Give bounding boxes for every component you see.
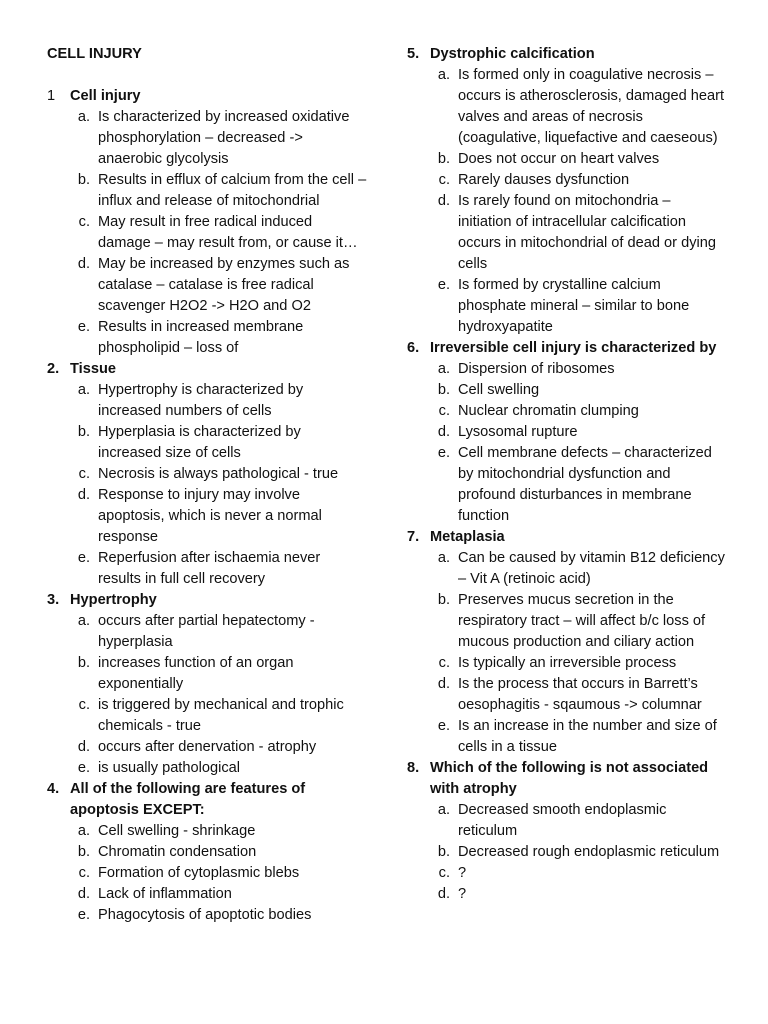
option-text: Is an increase in the number and size of cells in a tissue: [458, 718, 717, 755]
answer-option: [47, 863, 367, 884]
option-letter: a.: [437, 550, 450, 566]
answer-option: [407, 359, 727, 380]
option-text: Lysosomal rupture: [458, 424, 578, 440]
option-text: May be increased by enzymes such as catalase – catalase is free radical scavenger H2O2 -> H2O and O2: [98, 256, 350, 314]
question-block: [407, 44, 727, 338]
option-text: Response to injury may involve apoptosis, which is never a normal response: [98, 487, 322, 545]
option-text: Preserves mucus secretion in the respiratory tract – will affect b/c loss of mucous production and ciliary action: [458, 592, 706, 650]
answer-option: [47, 758, 367, 779]
answer-option: [47, 737, 367, 758]
option-letter: e.: [437, 718, 450, 734]
option-text: Lack of inflammation: [98, 886, 232, 902]
question-number: 5.: [407, 46, 420, 62]
question-block: [47, 359, 367, 590]
option-letter: b.: [437, 382, 450, 398]
option-letter: c.: [78, 697, 90, 713]
answer-option: [47, 485, 367, 548]
option-letter: b.: [437, 151, 450, 167]
option-text: Hyperplasia is characterized by increased size of cells: [98, 424, 301, 461]
answer-option: [407, 674, 727, 716]
option-text: Cell swelling - shrinkage: [98, 823, 256, 839]
answer-option: [47, 422, 367, 464]
option-text: Reperfusion after ischaemia never results in full cell recovery: [98, 550, 321, 587]
option-letter: c.: [78, 865, 90, 881]
question-block: [47, 590, 367, 779]
question-text: Which of the following is not associated with atrophy: [430, 760, 709, 797]
option-text: Necrosis is always pathological - true: [98, 466, 339, 482]
answer-option: [407, 548, 727, 590]
question-heading: [407, 758, 727, 800]
option-letter: b.: [77, 172, 90, 188]
option-letter: c.: [438, 172, 450, 188]
option-letter: a.: [437, 802, 450, 818]
option-text: Phagocytosis of apoptotic bodies: [98, 907, 312, 923]
question-text: Tissue: [70, 361, 116, 377]
option-text: Is characterized by increased oxidative phosphorylation – decreased -> anaerobic glycolysis: [98, 109, 350, 167]
question-heading: [407, 527, 727, 548]
option-letter: d.: [77, 256, 90, 272]
option-text: occurs after partial hepatectomy - hyperplasia: [98, 613, 315, 650]
option-text: Nuclear chromatin clumping: [458, 403, 639, 419]
answer-option: [47, 611, 367, 653]
option-letter: a.: [437, 67, 450, 83]
answer-option: [407, 422, 727, 443]
answer-option: [47, 884, 367, 905]
question-block: [47, 779, 367, 926]
answer-option: [407, 149, 727, 170]
option-text: Is formed only in coagulative necrosis – occurs is atherosclerosis, damaged heart valves and areas of necrosis (coagulative, liquefactive and caeseous): [458, 67, 725, 146]
question-text: Hypertrophy: [70, 592, 157, 608]
option-text: Rarely dauses dysfunction: [458, 172, 630, 188]
answer-option: [407, 842, 727, 863]
option-text: Formation of cytoplasmic blebs: [98, 865, 300, 881]
answer-option: [47, 212, 367, 254]
question-text: Cell injury: [70, 88, 141, 104]
question-number: 6.: [407, 340, 420, 356]
option-letter: d.: [77, 886, 90, 902]
left-column: [47, 44, 367, 926]
option-letter: e.: [77, 319, 90, 335]
option-text: May result in free radical induced damage – may result from, or cause it…: [98, 214, 358, 251]
answer-option: [407, 65, 727, 149]
answer-option: [407, 191, 727, 275]
question-number: 4.: [47, 781, 60, 797]
answer-option: [47, 464, 367, 485]
answer-option: [407, 653, 727, 674]
question-heading: [407, 338, 727, 359]
question-block: [407, 527, 727, 758]
answer-option: [407, 170, 727, 191]
answer-option: [407, 800, 727, 842]
question-text: Dystrophic calcification: [430, 46, 595, 62]
option-letter: a.: [77, 613, 90, 629]
option-letter: c.: [438, 403, 450, 419]
option-letter: d.: [437, 424, 450, 440]
option-letter: e.: [77, 550, 90, 566]
right-column: [407, 44, 727, 905]
option-letter: e.: [77, 907, 90, 923]
answer-option: [47, 905, 367, 926]
option-text: Is typically an irreversible process: [458, 655, 677, 671]
answer-option: [47, 842, 367, 863]
question-number: 8.: [407, 760, 420, 776]
option-letter: c.: [78, 214, 90, 230]
option-text: Results in efflux of calcium from the cell – influx and release of mitochondrial: [98, 172, 367, 209]
option-text: Is formed by crystalline calcium phosphate mineral – similar to bone hydroxyapatite: [458, 277, 690, 335]
answer-option: [47, 821, 367, 842]
question-block: [47, 86, 367, 359]
answer-option: [407, 863, 727, 884]
question-heading: [407, 44, 727, 65]
option-letter: d.: [77, 487, 90, 503]
answer-option: [47, 254, 367, 317]
option-text: occurs after denervation - atrophy: [98, 739, 317, 755]
option-letter: a.: [77, 109, 90, 125]
option-text: Hypertrophy is characterized by increased numbers of cells: [98, 382, 304, 419]
question-text: Irreversible cell injury is characterized by: [430, 340, 717, 356]
answer-option: [47, 548, 367, 590]
answer-option: [407, 884, 727, 905]
answer-option: [47, 380, 367, 422]
question-number: 2.: [47, 361, 60, 377]
option-letter: b.: [437, 592, 450, 608]
option-letter: c.: [438, 655, 450, 671]
answer-option: [47, 653, 367, 695]
option-text: Does not occur on heart valves: [458, 151, 660, 167]
option-text: Decreased rough endoplasmic reticulum: [458, 844, 720, 860]
question-heading: [47, 86, 367, 107]
answer-option: [407, 716, 727, 758]
option-letter: b.: [437, 844, 450, 860]
option-text: Decreased smooth endoplasmic reticulum: [458, 802, 667, 839]
option-letter: a.: [77, 823, 90, 839]
answer-option: [47, 317, 367, 359]
option-letter: b.: [77, 655, 90, 671]
option-letter: d.: [77, 739, 90, 755]
answer-option: [47, 170, 367, 212]
option-letter: c.: [78, 466, 90, 482]
question-text: All of the following are features of apoptosis EXCEPT:: [70, 781, 306, 818]
option-text: Dispersion of ribosomes: [458, 361, 615, 377]
option-text: increases function of an organ exponentially: [98, 655, 294, 692]
answer-option: [407, 275, 727, 338]
option-letter: e.: [437, 445, 450, 461]
option-letter: b.: [77, 844, 90, 860]
answer-option: [47, 107, 367, 170]
question-text: Metaplasia: [430, 529, 505, 545]
option-text: is triggered by mechanical and trophic chemicals - true: [98, 697, 344, 734]
document-title: CELL INJURY: [47, 46, 142, 62]
option-letter: d.: [437, 676, 450, 692]
option-text: Can be caused by vitamin B12 deficiency – Vit A (retinoic acid): [458, 550, 725, 587]
answer-option: [407, 590, 727, 653]
option-letter: a.: [437, 361, 450, 377]
option-text: Is the process that occurs in Barrett’s oesophagitis - sqaumous -> columnar: [458, 676, 702, 713]
option-text: Chromatin condensation: [98, 844, 257, 860]
question-block: [407, 758, 727, 905]
option-text: ?: [458, 886, 467, 902]
question-number: 1: [47, 88, 56, 104]
question-heading: [47, 590, 367, 611]
option-text: Cell swelling: [458, 382, 540, 398]
option-text: ?: [458, 865, 467, 881]
option-text: Results in increased membrane phospholipid – loss of: [98, 319, 304, 356]
option-letter: b.: [77, 424, 90, 440]
question-number: 7.: [407, 529, 420, 545]
answer-option: [47, 695, 367, 737]
option-letter: d.: [437, 193, 450, 209]
answer-option: [407, 401, 727, 422]
option-letter: e.: [77, 760, 90, 776]
option-text: Is rarely found on mitochondria – initiation of intracellular calcification occurs in mitochondrial of dead or dying cells: [458, 193, 716, 272]
option-text: Cell membrane defects – characterized by mitochondrial dysfunction and profound disturbances in membrane function: [458, 445, 712, 524]
question-block: [407, 338, 727, 527]
option-letter: d.: [437, 886, 450, 902]
option-letter: c.: [438, 865, 450, 881]
answer-option: [407, 380, 727, 401]
question-heading: [47, 779, 367, 821]
option-text: is usually pathological: [98, 760, 240, 776]
answer-option: [407, 443, 727, 527]
question-heading: [47, 359, 367, 380]
option-letter: a.: [77, 382, 90, 398]
question-number: 3.: [47, 592, 60, 608]
option-letter: e.: [437, 277, 450, 293]
